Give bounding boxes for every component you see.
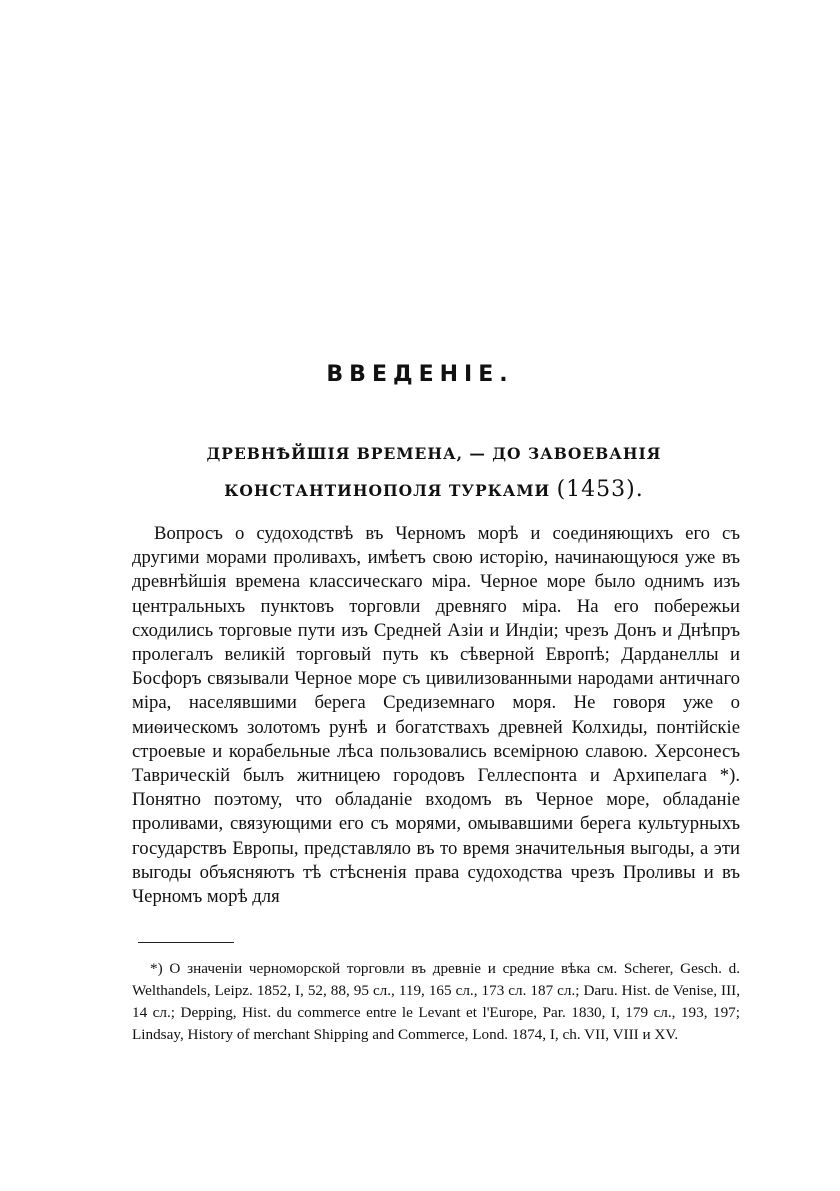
subtitle-year: (1453). <box>556 477 644 502</box>
body-paragraph: Вопросъ о судоходствѣ въ Черномъ морѣ и соединяющихъ его съ другими морами проливахъ, имѣетъ свою исторiю, начинающуюся уже въ древнѣйшiя времена классическаго мiра. Черное море было однимъ изъ центральныхъ пунктовъ торговли древняго мiра. На его побережьи сходились торговые пути изъ Средней Азiи и Индiи; чрезъ Донъ и Днѣпръ пролегалъ великiй торговый путь къ сѣверной Европѣ; Дарданеллы и Босфоръ связывали Черное море съ цивилизованными народами античнаго мiра, населявшими берега Средиземнаго моря. Не говоря уже о миѳическомъ золотомъ рунѣ и богатствахъ древней Колхиды, понтiйскiе строевые и корабельные лѣса пользовались всемiрною славою. Херсонесъ Таврическiй былъ житницею городовъ Геллеспонта и Архипелага *). Понятно поэтому, что обладанiе входомъ въ Черное море, обладанiе проливами, связующими его съ морями, омывавшими берега культурныхъ государствъ Европы, представляло въ то время значительныя выгоды, а эти выгоды объясняютъ тѣ стѣсненiя права судоходства чрезъ Проливы и въ Черномъ морѣ для <box>132 523 740 908</box>
footnote-divider <box>138 942 234 943</box>
chapter-subtitle <box>130 436 738 509</box>
chapter-heading: ВВЕДЕНIЕ. <box>326 362 514 387</box>
body-text <box>132 522 740 909</box>
footnote <box>132 958 740 1046</box>
footnote-text: *) О значенiи черноморской торговли въ древнiе и средние вѣка см. Scherer, Gesch. d. Welthandels, Leipz. 1852, I, 52, 88, 95 сл., 119, 165 сл., 173 сл. 187 сл.; Daru. Hist. de Venise, III, 14 сл.; Depping, Hist. du commerce entre le Levant et l'Europe, Par. 1830, I, 179 сл., 193, 197; Lindsay, History of merchant Shipping and Commerce, Lond. 1874, I, ch. VII, VIII и XV. <box>132 960 740 1043</box>
subtitle-text: ДРЕВНѢЙШIЯ ВРЕМЕНА, — ДО ЗАВОЕВАНIЯ КОНСТАНТИНОПОЛЯ ТУРКАМИ <box>206 444 662 500</box>
